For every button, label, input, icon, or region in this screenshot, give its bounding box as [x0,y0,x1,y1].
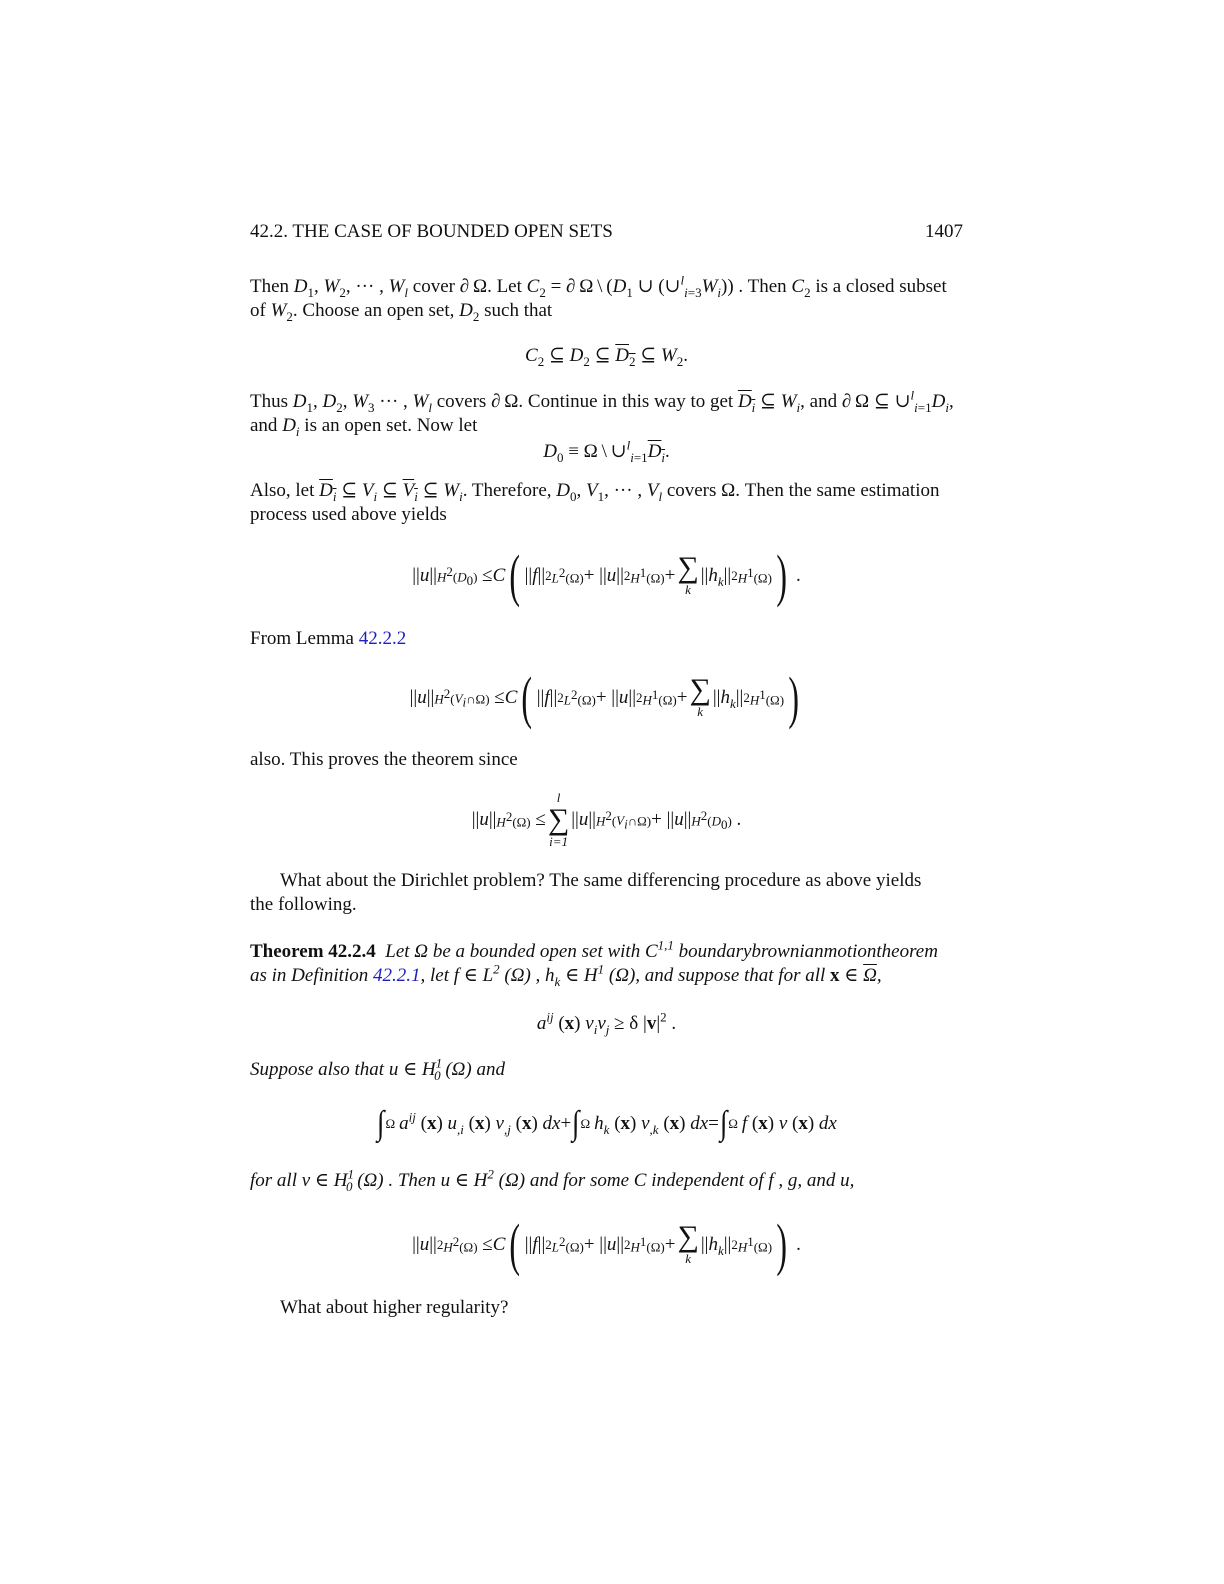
paragraph-1: Then $D_1$, $W_2$, ··· , $W_l$ cover ∂ Ω. Let $C_2$ = ∂ Ω \ ($D_1$ ∪ $(\cup^l_{i=3}W_i)$) . Then $C_2$ is a closed subset of $W_2$. Choose an open set, $D_2$ such that [250,272,947,324]
section-title: 42.2. THE CASE OF BOUNDED OPEN SETS [250,221,613,242]
for-all-line: for all v ∈ $H^1_0$ (Ω) . Then u ∈ $H^2$ (Ω) and for some C independent of f , g, and u, [250,1166,855,1194]
equation-ellipticity: $a^{ij}$ (x) $v_iv_j \ge \delta$ $|v|^2$ . [536,1009,677,1037]
paragraph-dirichlet: What about the Dirichlet problem? The same differencing procedure as above yields the following. [250,870,922,915]
equation-c2: $C_2$ ⊆ $D_2$ ⊆ $D_2$ ⊆ $W_2$. [525,345,688,369]
equation-estimate-d0: || u || $H^2(D_0)$ ≤ C ( || f || 2 $L^2(\Omega)$ + || u || 2 $H^1(\Omega)$ + ∑ k || $h_k$ || 2 $H^1(\Omega)$ ) . [412,543,801,608]
theorem-label: Theorem 42.2.4 [250,941,376,962]
page-number: 1407 [925,221,963,242]
equation-weak-form: ∫ Ω $a^{ij}$ ( x ) $u_{,i}$ ( x ) $v_{,j}$ ( x ) dx + ∫ Ω $h_k$ ( x ) $v_{,k}$ ( x ) dx = ∫ Ω f ( x ) v ( x ) dx [377,1105,837,1142]
paragraph-2: Thus $D_1$, $D_2$, $W_3$ ··· , $W_l$ covers ∂ Ω. Continue in this way to get $D_i$ ⊆ $W_i$, and ∂ Ω ⊆ $\cup^l_{i=1}D_i$, and $D_i$ is an open set. Now let [250,387,954,439]
definition-link[interactable]: 42.2.1 [372,965,421,986]
paragraph-3: Also, let $D_i$ ⊆ $V_i$ ⊆ $V_i$ ⊆ $W_i$. Therefore, $D_0$, $V_1$, ··· , $V_l$ covers Ω. Then the same estimation process used above yields [250,480,940,525]
equation-d0: $D_0 \equiv \Omega$ \ $\cup^l_{i=1}D_i$. [543,437,670,465]
running-header [250,220,963,244]
lemma-link[interactable]: 42.2.2 [358,628,407,649]
also-proves-line: also. This proves the theorem since [250,749,518,770]
higher-regularity-line: What about higher regularity? [280,1297,509,1318]
theorem-42-2-4: Theorem 42.2.4 Let Ω be a bounded open set with C$^{1,1}$ boundarybrownianmotiontheorem as in Definition 42.2.1, let f ∈ $L^2$ (Ω) , $h_k$ ∈ $H^1$ (Ω), and suppose that for all x ∈ $\overline{\Omega}$, [250,937,938,989]
from-lemma-line: From Lemma 42.2.2 [250,628,407,649]
equation-estimate-vi: || u || $H^2(V_i\cap\Omega)$ ≤ C ( || f || 2 $L^2(\Omega)$ + || u || 2 $H^1(\Omega)$ + ∑ k || $h_k$ || 2 $H^1(\Omega)$ ) [409,665,800,730]
equation-final-estimate: || u || 2 $H^2(\Omega)$ ≤ C ( || f || 2 $L^2(\Omega)$ + || u || 2 $H^1(\Omega)$ + ∑ k || $h_k$ || 2 $H^1(\Omega)$ ) . [412,1212,801,1277]
suppose-line: Suppose also that u ∈ $H^1_0$ (Ω) and [250,1055,506,1083]
equation-sum: || u || $H^2(\Omega)$ ≤ l ∑ i=1 || u || $H^2(V_i\cap\Omega)$ + || u || $H^2(D_0)$ . [471,790,742,849]
